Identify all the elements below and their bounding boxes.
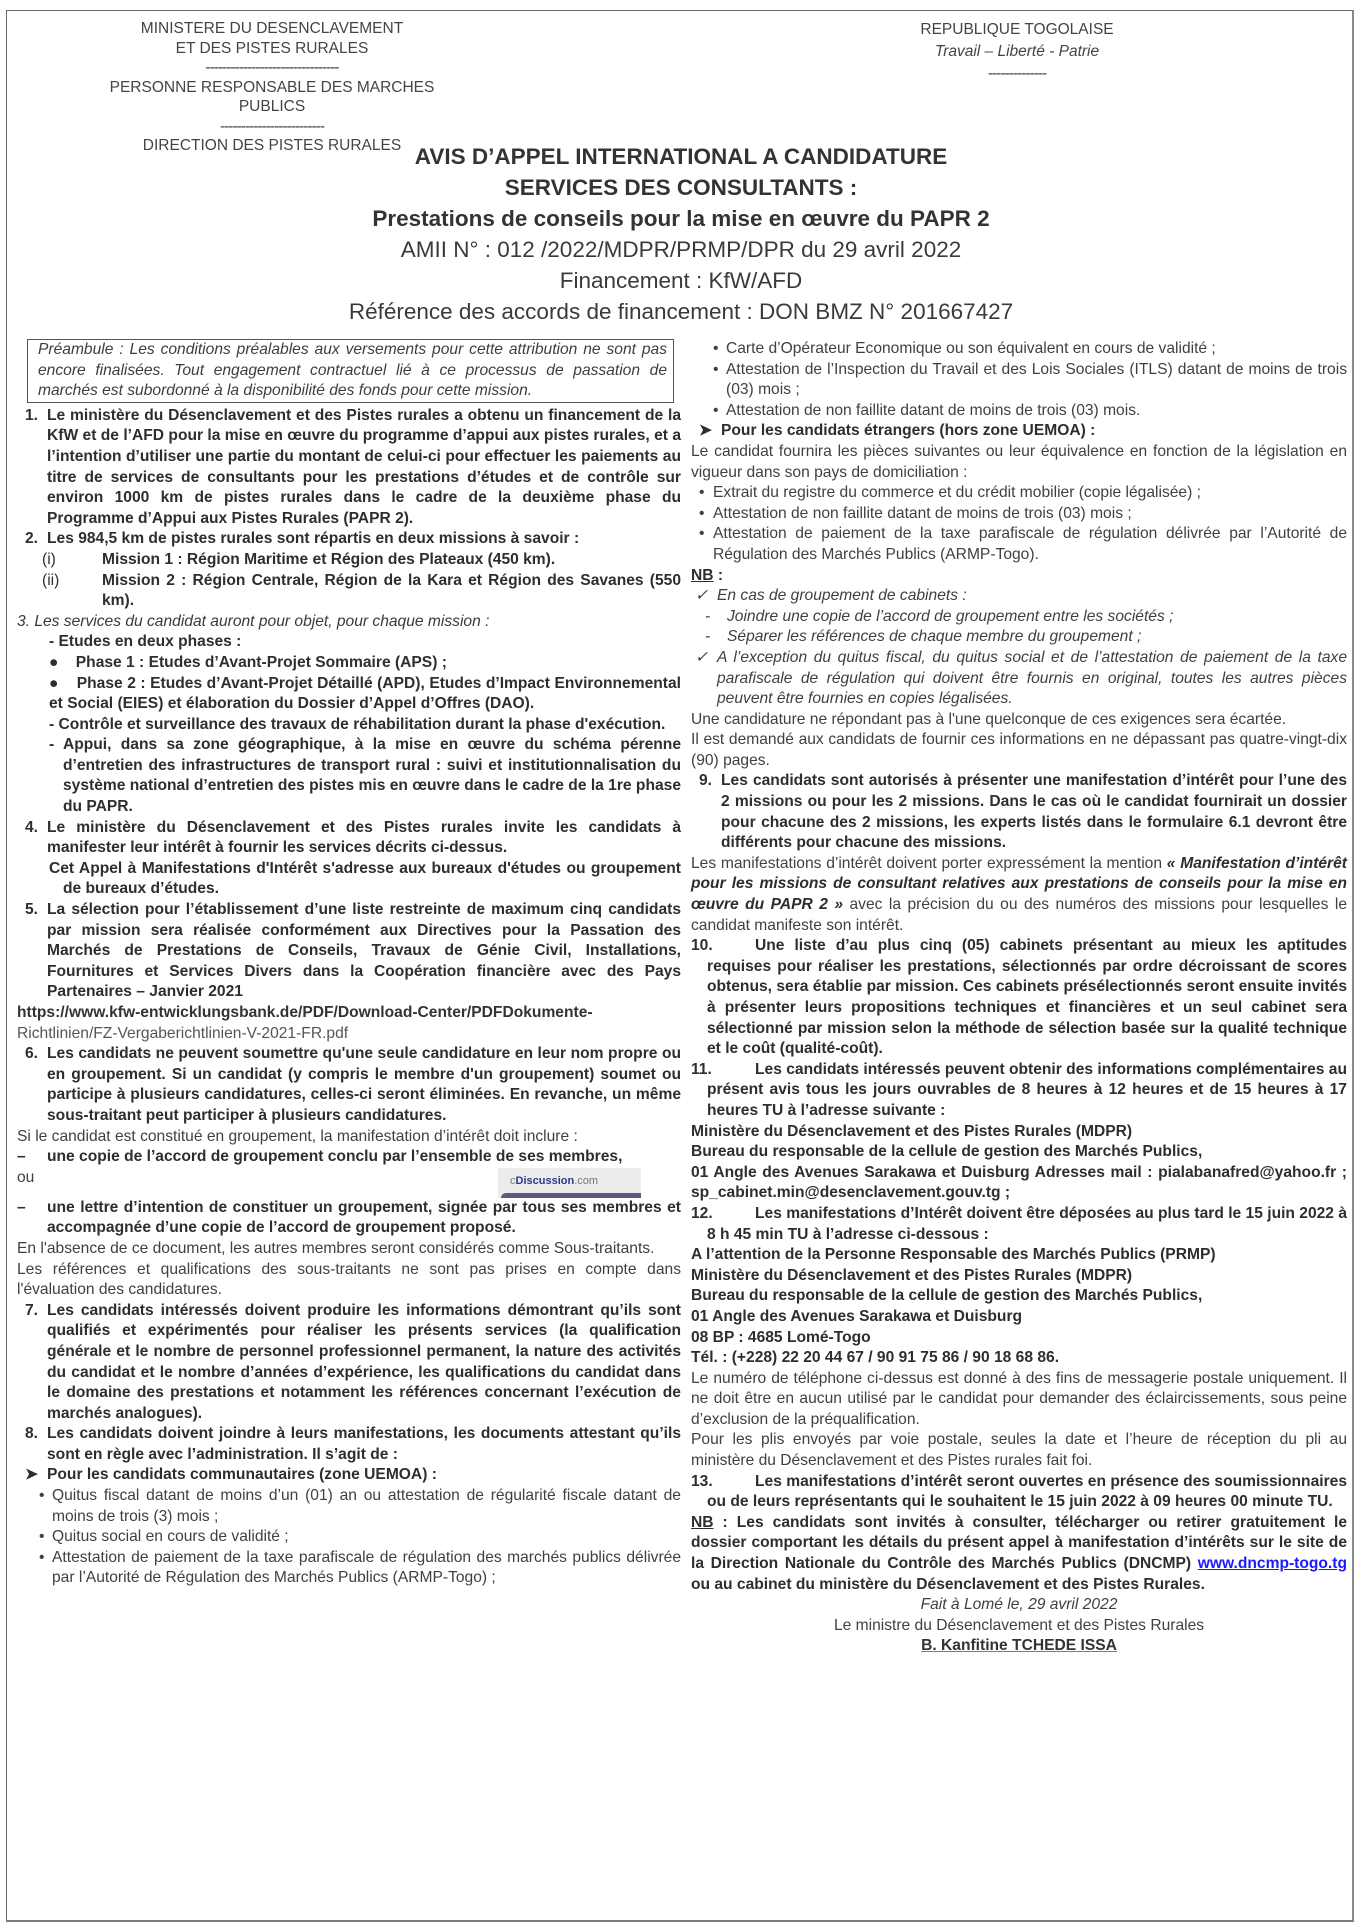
foreign-intro: Le candidat fournira les pièces suivantes ou leur équivalence en fonction de la législation en vigueur dans son pays de domiciliation :	[691, 442, 1347, 481]
paragraph-text: Le ministère du Désenclavement et des Pistes rurales invite les candidats à manifester leur intérêt à fournir les services décrits ci-dessus.	[47, 818, 681, 857]
list-text: Pour les candidats communautaires (zone UEMOA) :	[47, 1466, 437, 1484]
place-date: Fait à Lomé le, 29 avril 2022	[920, 1596, 1118, 1614]
paragraph-7	[17, 1301, 681, 1425]
bullet-icon: •	[699, 525, 705, 543]
paragraph-number: 12.	[691, 1204, 713, 1222]
bullet-icon: •	[713, 360, 719, 378]
signatory-title: Le ministre du Désenclavement et des Pistes Rurales	[833, 1616, 1205, 1634]
paragraph-text: Une liste d’au plus cinq (05) cabinets présentant au mieux les aptitudes requises pour réaliser les prestations, sélectionnés par ordre décroissant de scores obtenus, sera établie par mission. Ces cabinets présélectionnés seront ensuite invités à présenter leurs propositions techniques et financières et un seul cabinet sera sélectionné par mission selon la méthode de sélection basée sur la qualité technique et le coût (qualité-coût).	[707, 937, 1347, 1058]
address-2-line-3: Bureau du responsable de la cellule de gestion des Marchés Publics,	[691, 1287, 1203, 1305]
header-right	[877, 19, 1157, 85]
country-name: REPUBLIQUE TOGOLAISE	[920, 21, 1114, 38]
list-text: En cas de groupement de cabinets :	[717, 587, 967, 605]
left-column	[17, 339, 681, 1589]
dash-icon: –	[17, 1198, 26, 1216]
address-2-line-4: 01 Angle des Avenues Sarakawa et Duisburg	[691, 1307, 1023, 1325]
nb-text: : Les candidats sont invités à consulter, télécharger ou retirer gratuitement le dossier comportant les détails du présent appel à manifestation d’intérêts sur le site de la Direction Nationale du Contrôle des Marchés Publics (DNCMP)	[691, 1513, 1347, 1573]
paragraph-text: Le ministère du Désenclavement et des Pistes rurales a obtenu un financement de la KfW et de l’AFD pour la mise en œuvre du programme d’appui aux pistes rurales, et a l’intention d’utiliser une partie du montant de celui-ci pour effectuer les paiements au titre de services de consultants pour les prestations d’études et de contrôle sur environ 1000 km de pistes rurales dans le cadre de la deuxième phase du Programme d’Appui aux Pistes Rurales (PAPR 2).	[47, 406, 681, 527]
bullet-icon: •	[39, 1528, 45, 1546]
paragraph-1	[17, 406, 681, 530]
paragraph-4	[17, 818, 681, 859]
watermark-suffix: .com	[574, 1174, 599, 1187]
subcontractor-note: Les références et qualifications des sous-traitants ne sont pas prises en compte dans l'évaluation des candidatures.	[17, 1260, 681, 1299]
paragraph-text: Les candidats doivent joindre à leurs manifestations, les documents attestant qu’ils sont en règle avec l’administration. Il s’agit de :	[47, 1425, 681, 1463]
group-requirements: Si le candidat est constitué en groupement, la manifestation d’intérêt doit inclure :	[17, 1127, 578, 1145]
check-icon: ✓	[695, 587, 709, 605]
paragraph-number: 6.	[25, 1045, 39, 1063]
paragraph-text: Les candidats intéressés doivent produire les informations démontrant qu’ils sont qualifiés et expérimentés pour réaliser les présents services (la qualification générale et le nombre de personnel professionnel permanent, la nature des activités du candidat et le nombre d’années d’expérience, les qualifications du candidat dans le domaine des prestations et notamment les références concernant l’exécution de marchés analogues).	[47, 1301, 681, 1422]
ministry-line1: MINISTERE DU DESENCLAVEMENT	[140, 20, 404, 37]
paragraph-10	[691, 936, 1347, 1060]
rejection-note: Une candidature ne répondant pas à l'une quelconque de ces exigences sera écartée.	[691, 710, 1287, 728]
check-icon: ✓	[695, 648, 709, 666]
foreign-doc-1	[691, 483, 1347, 504]
separator: -------------------------	[219, 117, 325, 135]
phone-numbers: Tél. : (+228) 22 20 44 67 / 90 91 75 86 / 90 18 68 86.	[691, 1349, 1060, 1367]
nb-item-1a	[691, 607, 1347, 628]
nb-item-1	[691, 586, 1347, 607]
bullet-icon: •	[699, 484, 705, 502]
kfw-guidelines-link-tail[interactable]: Richtlinien/FZ-Vergaberichtlinien-V-2021-FR.pdf	[17, 1024, 349, 1042]
nb-label: NB	[691, 566, 714, 584]
paragraph-13	[691, 1472, 1347, 1513]
mention-requirement	[691, 854, 1347, 936]
services-control: - Contrôle et surveillance des travaux de réhabilitation durant la phase d'exécution.	[49, 715, 666, 733]
paragraph-number: 7.	[25, 1301, 39, 1319]
nb-text: ou au cabinet du ministère du Désenclavement et des Pistes Rurales.	[691, 1575, 1205, 1593]
list-text: une copie de l’accord de groupement conclu par l’ensemble de ses membres,	[47, 1148, 623, 1166]
phase-2	[17, 674, 681, 715]
group-option-1	[17, 1147, 681, 1168]
paragraph-text: Les candidats sont autorisés à présenter une manifestation d’intérêt pour l’une des 2 missions ou pour les 2 missions. Dans le cas où le candidat fournirait un dossier pour chacune des 2 missions, les experts listés dans le formulaire 6.1 devront être différents pour chacune des missions.	[721, 772, 1347, 852]
separator: --------------	[987, 65, 1047, 82]
address-2-line-2: Ministère du Désenclavement et des Pistes Rurales (MDPR)	[691, 1266, 1133, 1284]
paragraph-4-target: Cet Appel à Manifestations d'Intérêt s'adresse aux bureaux d'études ou groupement de bureaux d’études.	[49, 859, 681, 898]
paragraph-text: Les candidats ne peuvent soumettre qu'une seule candidature en leur nom propre ou en groupement. Si un candidat (y compris le membre d'un groupement) soumet ou participe à plusieurs candidatures, celles-ci seront éliminées. En revanche, un même sous-traitant peut participer à plusieurs candidatures.	[47, 1045, 681, 1124]
paragraph-number: 8.	[25, 1425, 39, 1443]
watermark-prefix: c	[510, 1174, 516, 1187]
separator: --------------------------------	[205, 59, 339, 76]
list-text: Carte d’Opérateur Economique ou son équivalent en cours de validité ;	[726, 340, 1216, 357]
list-text: Appui, dans sa zone géographique, à la mise en œuvre du schéma pérenne d’entretien des infrastructures de transport rural : suivi et institutionnalisation du système national d’entretien des pistes mis en œuvre dans le cadre de la 1re phase du PAPR.	[62, 736, 681, 816]
list-text: Attestation de non faillite datant de moins de trois (03) mois ;	[713, 504, 1132, 522]
paragraph-3-heading: 3. Les services du candidat auront pour objet, pour chaque mission :	[17, 612, 490, 630]
uemoa-heading	[17, 1465, 681, 1486]
paragraph-text: Les 984,5 km de pistes rurales sont répartis en deux missions à savoir :	[47, 530, 580, 548]
phase-1	[17, 653, 681, 674]
bullet-icon: •	[713, 401, 719, 419]
arrow-icon: ➤	[25, 1466, 39, 1484]
list-text: Phase 1 : Etudes d’Avant-Projet Sommaire (APS) ;	[75, 653, 447, 671]
document-page	[6, 10, 1354, 1922]
dash-icon: -	[705, 607, 711, 625]
arrow-icon: ➤	[699, 422, 713, 440]
address-1-line-1: Ministère du Désenclavement et des Pistes Rurales (MDPR)	[691, 1122, 1133, 1140]
nb-item-2	[691, 648, 1347, 710]
list-text: Quitus fiscal datant de moins d’un (01) an ou attestation de régularité fiscale datant de moins de trois (3) mois ;	[52, 1487, 681, 1525]
list-text: Attestation de l’Inspection du Travail et des Lois Sociales (ITLS) datant de moins de trois (03) mois ;	[726, 360, 1347, 399]
paragraph-number: 2.	[25, 530, 39, 548]
list-marker: (ii)	[42, 571, 60, 589]
main-title: AVIS D’APPEL INTERNATIONAL A CANDIDATURE	[414, 144, 948, 169]
signatory-name-block	[691, 1636, 1347, 1657]
paragraph-text: Les candidats intéressés peuvent obtenir des informations complémentaires au présent avis tous les jours ouvrables de 8 heures à 12 heures et de 15 heures à 17 heures TU à l’adresse suivante :	[707, 1060, 1347, 1119]
list-text: Extrait du registre du commerce et du crédit mobilier (copie légalisée) ;	[713, 484, 1201, 502]
paragraph-text: La sélection pour l’établissement d’une liste restreinte de maximum cinq candidats par mission sera réalisée conformément aux Directives pour la Passation des Marchés de Prestations de Conseils, Travaux de Génie Civil, Installations, Fournitures et Services Divers dans la Coopération financière avec des Pays Partenaires – Janvier 2021	[47, 901, 681, 1001]
nb-item-1b	[691, 627, 1347, 648]
agreement-reference: Référence des accords de financement : DON BMZ N° 201667427	[348, 299, 1014, 324]
paragraph-number: 4.	[25, 818, 39, 836]
signatory-name: B. Kanfitine TCHEDE ISSA	[921, 1637, 1117, 1655]
foreign-heading	[691, 421, 1347, 442]
mention-text: « Manifestation d’intérêt pour les missions de consultant relatives aux prestations de conseils pour la mise en œuvre du PAPR 2 »	[691, 854, 1347, 914]
bullet-icon: ●	[49, 653, 59, 671]
list-text: Attestation de paiement de la taxe parafiscale de régulation délivrée par l’Autorité de Régulation des Marchés Publics (ARMP-Togo).	[713, 525, 1347, 563]
uemoa-doc-2	[17, 1527, 681, 1548]
paragraph-number: 9.	[699, 772, 713, 790]
bullet-icon: •	[39, 1487, 45, 1505]
address-2-line-5: 08 BP : 4685 Lomé-Togo	[691, 1328, 871, 1346]
phone-note: Le numéro de téléphone ci-dessus est donné à des fins de messagerie postale uniquement. Il ne doit être en aucun utilisé par le candidat pour demander des éclaircissements, sous peine d’exclusion de la préqualification.	[691, 1369, 1347, 1428]
paragraph-6	[17, 1044, 681, 1126]
preamble-box: Préambule : Les conditions préalables aux versements pour cette attribution ne sont pas encore finalisées. Tout engagement contractuel lié à ce processus de passation de marchés est subordonné à la disponibilité des fonds pour cette mission.	[27, 339, 674, 403]
right-column	[691, 339, 1347, 1657]
list-text: Attestation de non faillite datant de moins de trois (03) mois.	[726, 401, 1141, 419]
postal-note: Pour les plis envoyés par voie postale, seules la date et l’heure de réception du pli au ministère du Désenclavement et des Pistes rurales fait foi.	[691, 1431, 1347, 1470]
uemoa-doc-3	[17, 1548, 681, 1589]
prmp-line: PERSONNE RESPONSABLE DES MARCHES PUBLICS	[109, 78, 435, 115]
watermark-brand: Discussion	[515, 1174, 575, 1187]
paragraph-9	[691, 771, 1347, 853]
paragraph-number: 10.	[691, 937, 713, 955]
services-support: - Appui, dans sa zone géographique, à la mise en œuvre du schéma pérenne d’entretien des infrastructures de transport rural : suivi et institutionnalisation du système national d’entretien des pistes mis en œuvre dans le cadre de la 1re phase du PAPR.	[49, 736, 681, 816]
financing-line: Financement : KfW/AFD	[559, 268, 803, 293]
uemoa-doc-4	[691, 339, 1347, 360]
or-separator: ou	[17, 1168, 35, 1186]
subtitle: SERVICES DES CONSULTANTS :	[504, 175, 858, 200]
subject-title: Prestations de conseils pour la mise en œuvre du PAPR 2	[372, 206, 990, 231]
list-text: Séparer les références de chaque membre du groupement ;	[727, 628, 1142, 646]
direction-line: DIRECTION DES PISTES RURALES	[142, 137, 402, 154]
paragraph-text: Les manifestations d’intérêt seront ouvertes en présence des soumissionnaires ou de leurs représentants qui le souhaitent le 15 juin 2022 à 09 heures 00 minute TU.	[707, 1472, 1347, 1511]
services-studies: - Etudes en deux phases :	[49, 633, 242, 651]
reference-number: AMII N° : 012 /2022/MDPR/PRMP/DPR du 29 avril 2022	[400, 237, 962, 262]
ministry-line2: ET DES PISTES RURALES	[175, 39, 369, 57]
dncmp-website-link[interactable]: www.dncmp-togo.tg	[1197, 1555, 1347, 1573]
kfw-guidelines-link[interactable]: https://www.kfw-entwicklungsbank.de/PDF/Download-Center/PDFDokumente-	[17, 1004, 593, 1021]
final-nb	[691, 1513, 1347, 1595]
dash-icon: -	[705, 628, 711, 646]
mission-2	[17, 571, 681, 612]
uemoa-doc-1	[17, 1486, 681, 1527]
list-text: A l’exception du quitus fiscal, du quitus social et de l’attestation de paiement de la taxe parafiscale de régulation qui doivent être fournis en original, toutes les autres pièces peuvent être fournies en copies légalisées.	[717, 648, 1347, 708]
dash-icon: –	[17, 1148, 26, 1166]
watermark-logo	[498, 1168, 641, 1198]
mention-post: avec la précision du ou des numéros des missions pour lesquelles le candidat manifeste son intérêt.	[691, 896, 1347, 934]
list-text: Mission 1 : Région Maritime et Région des Plateaux (450 km).	[102, 550, 556, 568]
paragraph-8	[17, 1424, 681, 1465]
paragraph-number: 11.	[691, 1060, 712, 1078]
paragraph-11	[691, 1060, 1347, 1122]
list-text: Etudes en deux phases :	[58, 633, 242, 651]
mission-1	[17, 550, 681, 571]
paragraph-number: 1.	[25, 406, 39, 424]
group-option-2	[17, 1198, 681, 1239]
list-text: Quitus social en cours de validité ;	[52, 1528, 289, 1546]
uemoa-doc-5	[691, 360, 1347, 401]
bullet-icon: •	[699, 504, 705, 522]
foreign-doc-3	[691, 524, 1347, 565]
list-text: Pour les candidats étrangers (hors zone UEMOA) :	[721, 422, 1096, 440]
nb-heading	[691, 566, 1347, 587]
bullet-icon: ●	[49, 674, 59, 692]
list-text: Joindre une copie de l’accord de groupement entre les sociétés ;	[727, 607, 1174, 625]
absence-note: En l'absence de ce document, les autres membres seront considérés comme Sous-traitants.	[17, 1239, 655, 1257]
nb-colon: :	[713, 566, 724, 584]
list-text: Contrôle et surveillance des travaux de réhabilitation durant la phase d'exécution.	[58, 715, 666, 733]
list-text: Phase 2 : Etudes d’Avant-Projet Détaillé (APD), Etudes d’Impact Environnemental et Social (EIES) et élaboration du Dossier d’Appel d’Offres (DAO).	[49, 674, 681, 713]
list-text: Attestation de paiement de la taxe parafiscale de régulation des marchés publics délivrée par l’Autorité de Régulation des Marchés Publics (ARMP-Togo) ;	[52, 1548, 681, 1587]
address-2-line-1: A l’attention de la Personne Responsable des Marchés Publics (PRMP)	[691, 1246, 1216, 1264]
bullet-icon: •	[39, 1548, 45, 1566]
nb-label: NB	[691, 1513, 714, 1531]
paragraph-number: 5.	[25, 901, 39, 919]
address-1-line-2: Bureau du responsable de la cellule de gestion des Marchés Publics,	[691, 1143, 1203, 1161]
foreign-doc-2	[691, 504, 1347, 525]
page-limit-note: Il est demandé aux candidats de fournir ces informations en ne dépassant pas quatre-vingt-dix (90) pages.	[691, 731, 1347, 769]
paragraph-5	[17, 900, 681, 1003]
list-marker: (i)	[42, 550, 56, 568]
paragraph-2	[17, 529, 681, 550]
or-row	[17, 1168, 681, 1198]
list-text: une lettre d’intention de constituer un groupement, signée par tous ses membres et accompagnée d’une copie de l’accord de groupement proposé.	[47, 1198, 681, 1237]
mention-pre: Les manifestations d’intérêt doivent porter expressément la mention	[691, 854, 1167, 872]
list-text: Mission 2 : Région Centrale, Région de la Kara et Région des Savanes (550 km).	[102, 571, 681, 610]
paragraph-number: 13.	[691, 1472, 713, 1490]
national-motto: Travail – Liberté - Patrie	[934, 43, 1100, 60]
bullet-icon: •	[713, 340, 719, 357]
header-left	[107, 19, 437, 156]
paragraph-text: Les manifestations d’Intérêt doivent être déposées au plus tard le 15 juin 2022 à 8 h 45 min TU à l’adresse ci-dessous :	[707, 1204, 1347, 1243]
uemoa-doc-6	[691, 401, 1347, 422]
address-1-line-3: 01 Angle des Avenues Sarakawa et Duisburg Adresses mail : pialabanafred@yahoo.fr ; sp_cabinet.min@desenclavement.gouv.tg ;	[691, 1163, 1347, 1202]
paragraph-12	[691, 1204, 1347, 1245]
title-block	[7, 141, 1355, 327]
